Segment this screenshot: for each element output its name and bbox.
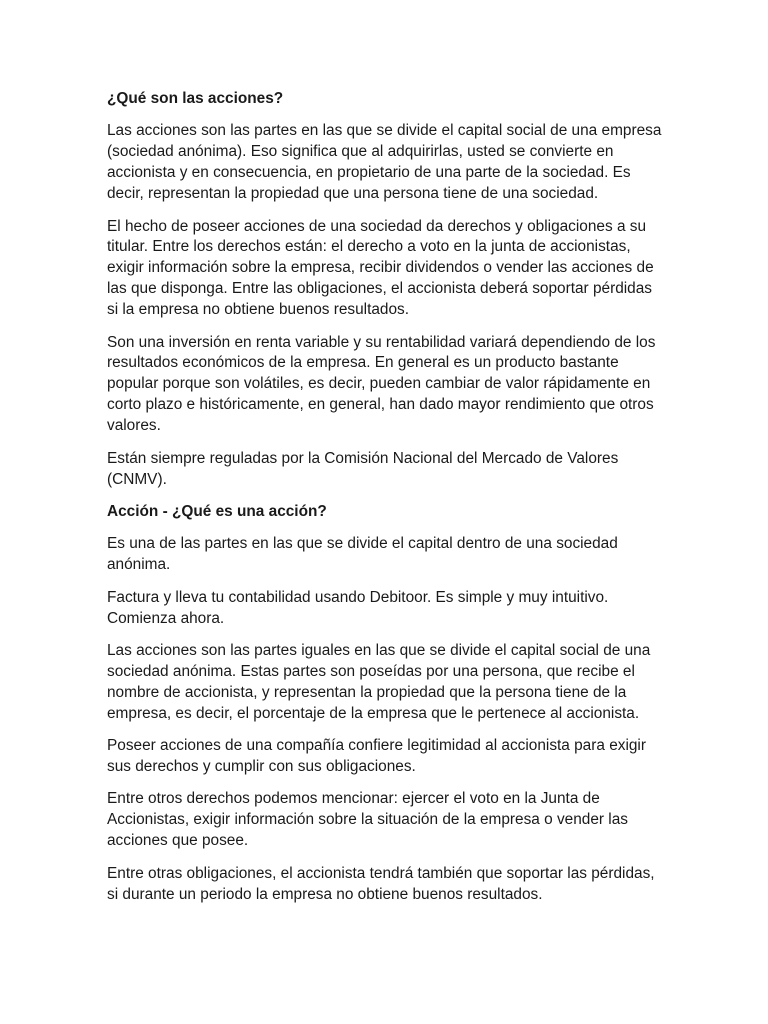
paragraph-debitoor: Factura y lleva tu contabilidad usando Debitoor. Es simple y muy intuitivo. Comienza ahora. bbox=[107, 588, 609, 627]
paragraph-derechos-obligaciones: El hecho de poseer acciones de una sociedad da derechos y obligaciones a su titular. Entre los derechos están: el derecho a voto en la junta de accionistas, exigir información sobre la empresa, recibir dividendos o vender las acciones de las que disponga. Entre las obligaciones, el accionista deberá soportar pérdidas si la empresa no obtiene buenos resultados. bbox=[107, 217, 654, 319]
heading-que-son-las-acciones: ¿Qué son las acciones? bbox=[107, 90, 284, 107]
paragraph-renta-variable: Son una inversión en renta variable y su rentabilidad variará dependiendo de los resultados económicos de la empresa. En general es un producto bastante popular porque son volátiles, es decir, pueden cambiar de valor rápidamente en corto plazo e históricamente, en general, han dado mayor rendimiento que otros valores. bbox=[107, 333, 656, 435]
paragraph-partes-iguales: Las acciones son las partes iguales en las que se divide el capital social de una sociedad anónima. Estas partes son poseídas por una persona, que recibe el nombre de accionista, y representan la propiedad que la persona tiene de la empresa, es decir, el porcentaje de la empresa que le pertenece al accionista. bbox=[107, 641, 651, 722]
paragraph-otras-obligaciones: Entre otras obligaciones, el accionista tendrá también que soportar las pérdidas, si durante un periodo la empresa no obtiene buenos resultados. bbox=[107, 864, 655, 903]
heading-que-es-una-accion: Acción - ¿Qué es una acción? bbox=[107, 502, 327, 520]
paragraph-partes-capital: Es una de las partes en las que se divide el capital dentro de una sociedad anónima. bbox=[107, 535, 618, 574]
document-page bbox=[107, 89, 667, 917]
paragraph-definicion-acciones: Las acciones son las partes en las que se divide el capital social de una empresa (sociedad anónima). Eso significa que al adquirirlas, usted se convierte en accionista y en consecuencia, en propietario de una parte de la sociedad. Es decir, representan la propiedad que una persona tiene de una sociedad. bbox=[107, 122, 662, 203]
paragraph-legitimidad: Poseer acciones de una compañía confiere legitimidad al accionista para exigir sus derechos y cumplir con sus obligaciones. bbox=[107, 737, 646, 775]
paragraph-cnmv: Están siempre reguladas por la Comisión Nacional del Mercado de Valores (CNMV). bbox=[107, 449, 619, 488]
paragraph-otros-derechos: Entre otros derechos podemos mencionar: ejercer el voto en la Junta de Accionistas, exigir información sobre la situación de la empresa o vender las acciones que posee. bbox=[107, 790, 628, 850]
